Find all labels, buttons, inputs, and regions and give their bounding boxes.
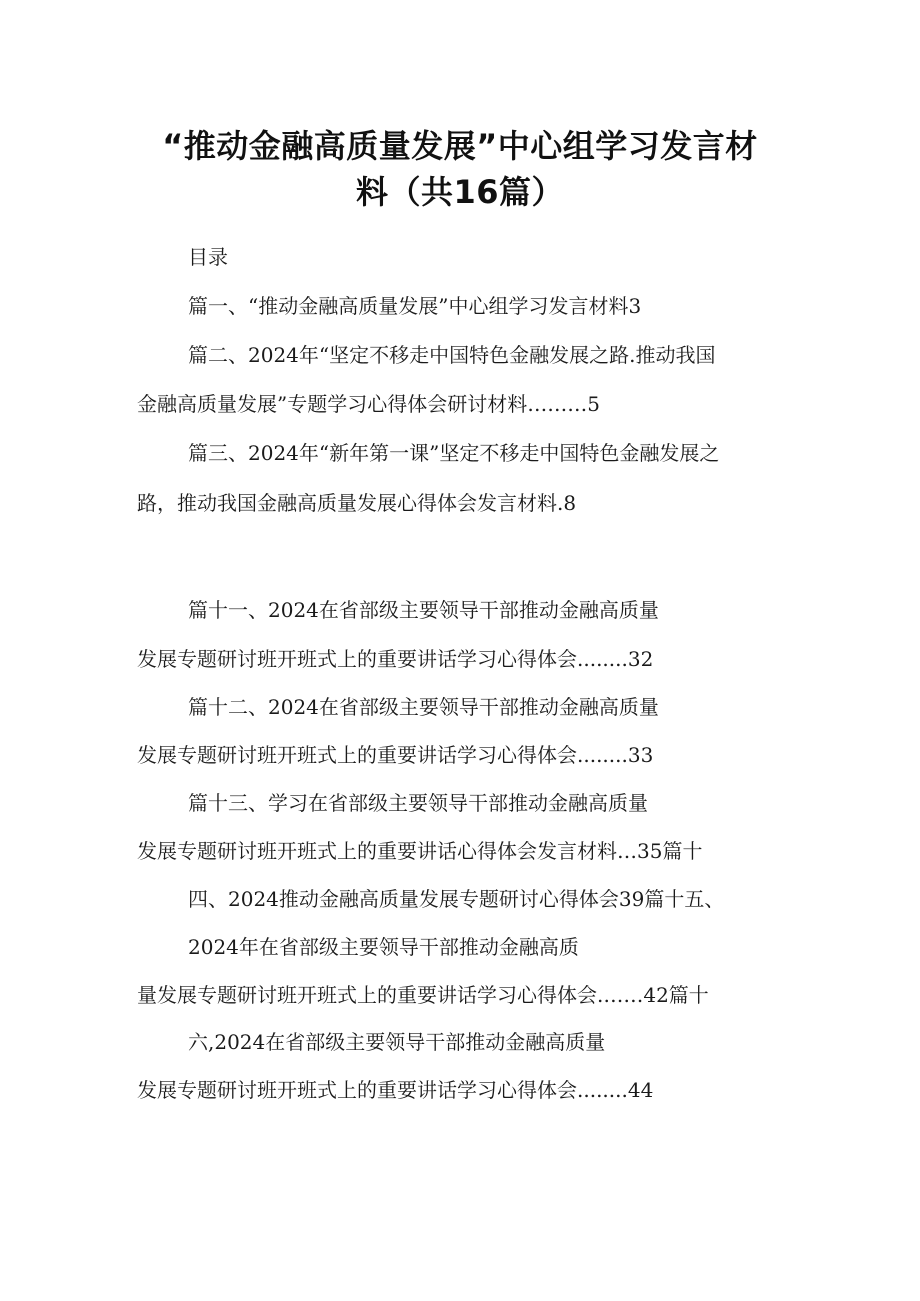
toc-entry-1: 篇一、“推动金融高质量发展”中心组学习发言材料3 [188,294,642,318]
toc-entry-2-cont: 金融高质量发展”专题学习心得体会研讨材料………5 [137,392,600,416]
toc-entry-13: 篇十三、学习在省部级主要领导干部推动金融高质量 [188,791,648,815]
toc-entry-15: 2024年在省部级主要领导干部推动金融高质 [188,935,579,959]
toc-entry-15-cont: 量发展专题研讨班开班式上的重要讲话学习心得体会.……42篇十 [137,983,709,1007]
toc-entry-11-cont: 发展专题研讨班开班式上的重要讲话学习心得体会........32 [137,647,654,671]
toc-entry-11: 篇十一、2024在省部级主要领导干部推动金融高质量 [188,598,659,622]
toc-entry-14: 四、2024推动金融高质量发展专题研讨心得体会39篇十五、 [188,887,725,911]
toc-heading: 目录 [188,245,228,269]
toc-entry-16: 六,2024在省部级主要领导干部推动金融高质量 [188,1030,606,1054]
toc-entry-3-cont: 路，推动我国金融高质量发展心得体会发言材料.8 [137,491,577,515]
toc-entry-16-cont: 发展专题研讨班开班式上的重要讲话学习心得体会........44 [137,1078,654,1102]
document-title-line-2: 料（共16篇） [355,173,565,211]
toc-entry-12-cont: 发展专题研讨班开班式上的重要讲话学习心得体会........33 [137,743,654,767]
toc-entry-3: 篇三、2024年“新年第一课”坚定不移走中国特色金融发展之 [188,441,720,465]
toc-entry-13-cont: 发展专题研讨班开班式上的重要讲话心得体会发言材料…35篇十 [137,839,703,863]
toc-entry-12: 篇十二、2024在省部级主要领导干部推动金融高质量 [188,695,659,719]
document-title-line-1: “推动金融高质量发展”中心组学习发言材 [162,127,758,165]
toc-entry-2: 篇二、2024年“坚定不移走中国特色金融发展之路.推动我国 [188,343,716,367]
